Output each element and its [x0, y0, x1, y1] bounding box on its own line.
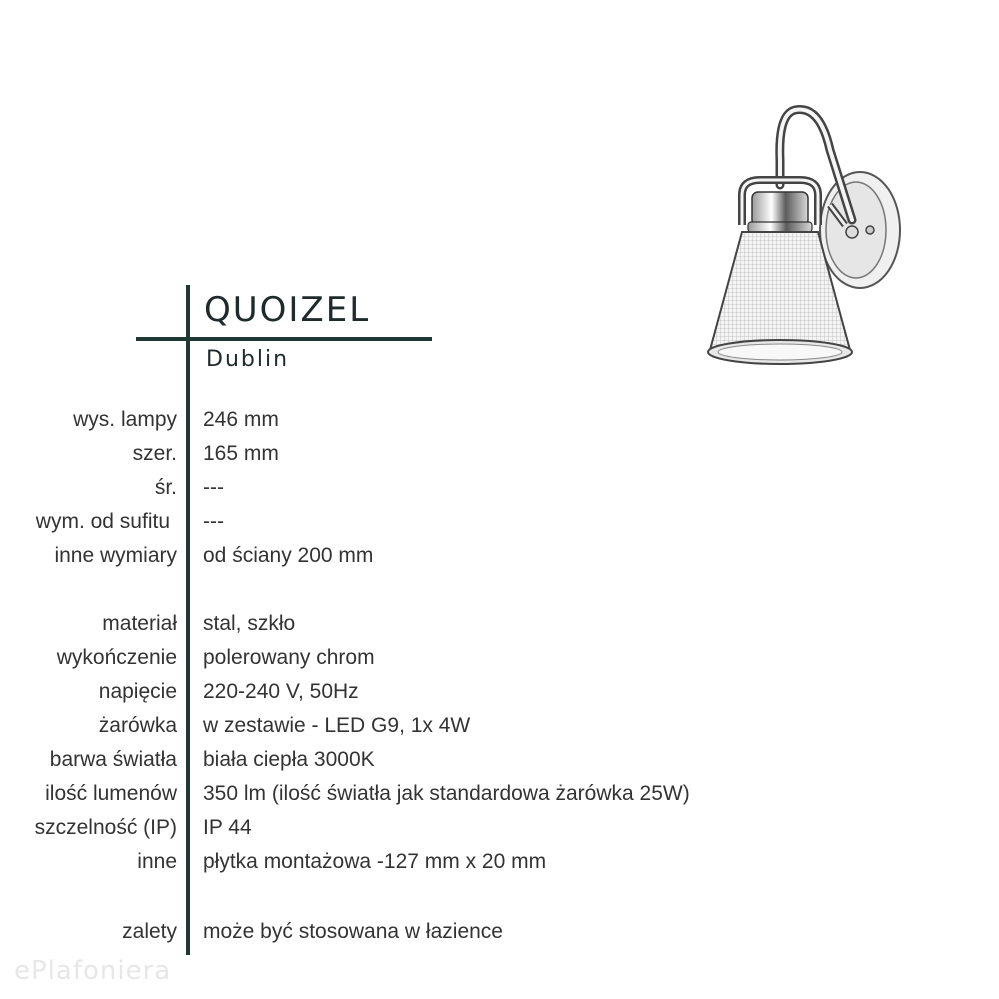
spec-label: napięcie: [98, 680, 177, 703]
spec-value: płytka montażowa -127 mm x 20 mm: [203, 850, 547, 873]
spec-row: [0, 544, 999, 574]
spec-label: ilość lumenów: [45, 782, 177, 805]
spec-value: 220-240 V, 50Hz: [203, 680, 359, 703]
spec-label: żarówka: [98, 714, 177, 737]
spec-value: stal, szkło: [203, 612, 296, 635]
spec-label: materiał: [102, 612, 177, 635]
spec-row: [0, 816, 999, 846]
spec-row: [0, 442, 999, 472]
spec-row: [0, 612, 999, 642]
spec-label: szczelność (IP): [34, 816, 177, 839]
spec-row: [0, 714, 999, 744]
spec-label: szer.: [132, 442, 177, 465]
model-name: Dublin: [206, 347, 290, 372]
brand-name: QUOIZEL: [204, 290, 371, 330]
spec-row: [0, 748, 999, 778]
spec-value: 350 lm (ilość światła jak standardowa żarówka 25W): [203, 782, 690, 805]
spec-row: [0, 782, 999, 812]
spec-label: zalety: [122, 920, 177, 943]
spec-value: biała ciepła 3000K: [203, 748, 375, 771]
spec-value: od ściany 200 mm: [203, 544, 374, 567]
divider-horizontal: [136, 337, 432, 341]
spec-row: [0, 646, 999, 676]
spec-value: ---: [203, 476, 224, 499]
spec-row: [0, 510, 999, 540]
spec-value: 165 mm: [203, 442, 279, 465]
spec-label: wys. lampy: [73, 408, 177, 431]
spec-label: śr.: [154, 476, 177, 499]
spec-value: ---: [203, 510, 224, 533]
spec-row: [0, 476, 999, 506]
spec-value: polerowany chrom: [203, 646, 375, 669]
watermark-logo: ePlafoniera: [14, 956, 172, 986]
spec-value: 246 mm: [203, 408, 279, 431]
wall-lamp-illustration: [680, 100, 910, 380]
spec-label: wym. od sufitu: [35, 510, 170, 533]
spec-row: [0, 920, 999, 950]
spec-label: inne: [137, 850, 177, 873]
spec-value: IP 44: [203, 816, 252, 839]
spec-value: może być stosowana w łazience: [203, 920, 503, 943]
spec-row: [0, 680, 999, 710]
spec-row: [0, 850, 999, 880]
spec-row: [0, 408, 999, 438]
spec-label: wykończenie: [56, 646, 177, 669]
spec-label: inne wymiary: [54, 544, 177, 567]
spec-label: barwa światła: [49, 748, 177, 771]
spec-value: w zestawie - LED G9, 1x 4W: [203, 714, 471, 737]
